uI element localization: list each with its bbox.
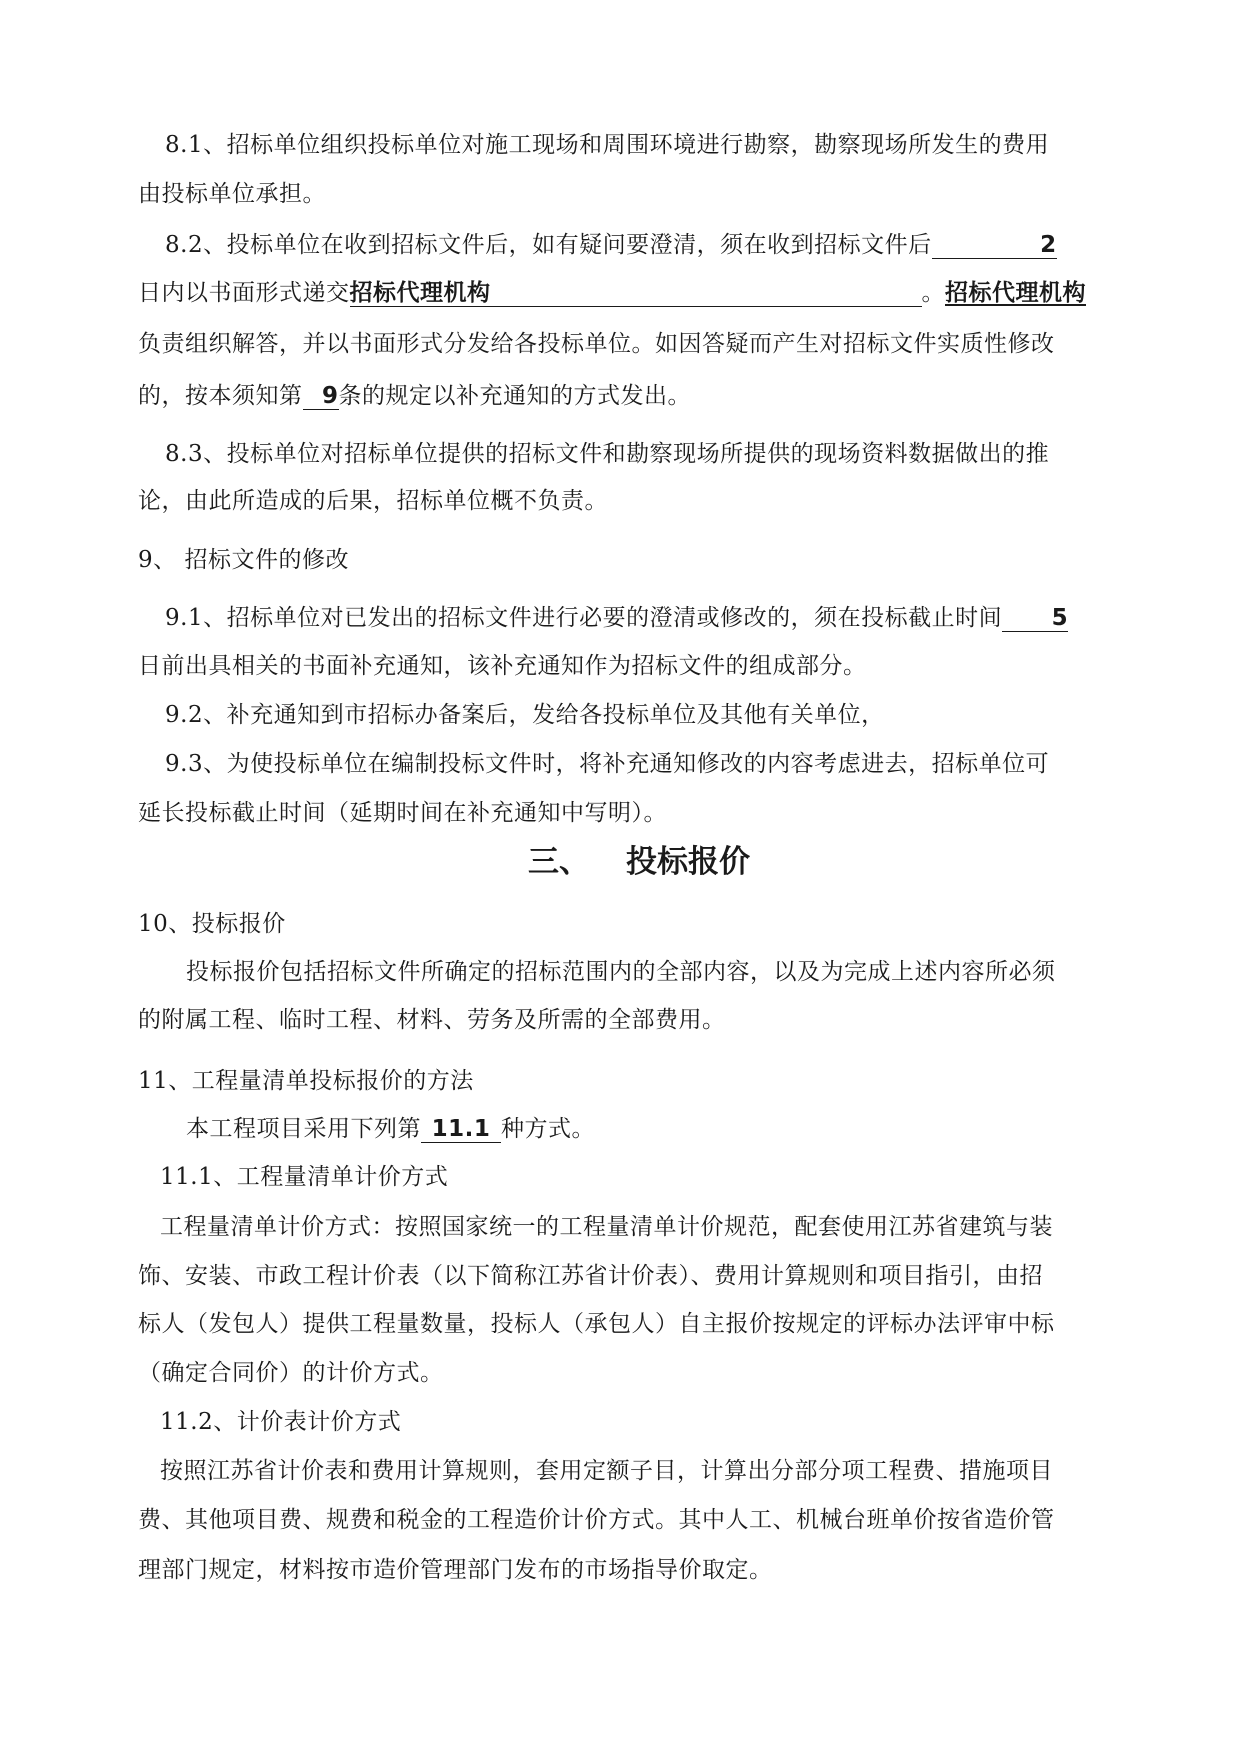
clause-8-2-line-1: [165, 231, 1057, 259]
clause-8-2-line-3: 负责组织解答，并以书面形式分发给各投标单位。如因答疑而产生对招标文件实质性修改: [138, 331, 1055, 357]
clause-ref-suffix: 条的规定以补充通知的方式发出。: [338, 383, 691, 409]
clause-11-1-line-1: 工程量清单计价方式：按照国家统一的工程量清单计价规范，配套使用江苏省建筑与装: [160, 1214, 1053, 1240]
period-mark: 。: [921, 280, 945, 306]
section-11-mode: [186, 1115, 595, 1143]
clause-8-3-line-2: 论，由此所造成的后果，招标单位概不负责。: [138, 488, 608, 514]
clause-11-1-line-3: 标人（发包人）提供工程量数量，投标人（承包人）自主报价按规定的评标办法评审中标: [138, 1311, 1055, 1337]
clause-9-3-line-2: 延长投标截止时间（延期时间在补充通知中写明）。: [138, 800, 667, 826]
mode-suffix: 种方式。: [501, 1116, 595, 1142]
clause-8-3-line-1: 8.3、投标单位对招标单位提供的招标文件和勘察现场所提供的现场资料数据做出的推: [165, 441, 1050, 467]
notice-days-blank: 5: [1002, 605, 1068, 632]
section-3-title: 投标报价: [626, 844, 750, 880]
section-10-line-2: 的附属工程、临时工程、材料、劳务及所需的全部费用。: [138, 1007, 726, 1033]
clause-ref-number: 9: [303, 383, 339, 410]
section-10-line-1: 投标报价包括招标文件所确定的招标范围内的全部内容，以及为完成上述内容所必须: [186, 959, 1056, 985]
clause-11-1-title: 11.1、工程量清单计价方式: [160, 1164, 449, 1190]
clause-8-1-line-1: 8.1、招标单位组织投标单位对施工现场和周围环境进行勘察，勘察现场所发生的费用: [165, 132, 1050, 158]
clause-9-1-line-2: 日前出具相关的书面补充通知，该补充通知作为招标文件的组成部分。: [138, 653, 867, 679]
agency-blank: 招标代理机构: [350, 280, 922, 307]
clause-11-1-line-4: （确定合同价）的计价方式。: [138, 1360, 444, 1386]
clause-11-2-line-2: 费、其他项目费、规费和税金的工程造价计价方式。其中人工、机械台班单价按省造价管: [138, 1507, 1055, 1533]
section-11-title: 11、工程量清单投标报价的方法: [138, 1068, 474, 1094]
clause-9-2: 9.2、补充通知到市招标办备案后，发给各投标单位及其他有关单位，: [165, 702, 885, 728]
section-3-number: 三、: [528, 844, 590, 880]
mode-prefix: 本工程项目采用下列第: [186, 1116, 421, 1142]
clause-9-1-text: 9.1、招标单位对已发出的招标文件进行必要的澄清或修改的，须在投标截止时间: [165, 605, 1003, 631]
clause-11-2-title: 11.2、计价表计价方式: [160, 1409, 402, 1435]
clause-8-1-line-2: 由投标单位承担。: [138, 181, 326, 207]
clause-ref-prefix: 的，按本须知第: [138, 383, 303, 409]
section-9-title: 9、 招标文件的修改: [138, 547, 349, 573]
clause-8-2-line-4: [138, 382, 691, 410]
submit-to-prefix: 日内以书面形式递交: [138, 280, 350, 306]
clause-9-1-line-1: [165, 604, 1068, 632]
mode-value: 11.1: [421, 1116, 501, 1143]
clause-9-3-line-1: 9.3、为使投标单位在编制投标文件时，将补充通知修改的内容考虑进去，招标单位可: [165, 751, 1050, 777]
section-10-title: 10、投标报价: [138, 911, 286, 937]
clause-11-1-line-2: 饰、安装、市政工程计价表（以下简称江苏省计价表）、费用计算规则和项目指引，由招: [138, 1263, 1043, 1289]
clause-11-2-line-1: 按照江苏省计价表和费用计算规则，套用定额子目，计算出分部分项工程费、措施项目: [160, 1458, 1053, 1484]
clause-8-2-text: 8.2、投标单位在收到招标文件后，如有疑问要澄清，须在收到招标文件后: [165, 232, 932, 258]
agency-name: 招标代理机构: [945, 280, 1086, 306]
reply-days-blank: 2: [932, 232, 1057, 259]
clause-11-2-line-3: 理部门规定，材料按市造价管理部门发布的市场指导价取定。: [138, 1557, 773, 1583]
clause-8-2-line-2: [138, 279, 1086, 307]
